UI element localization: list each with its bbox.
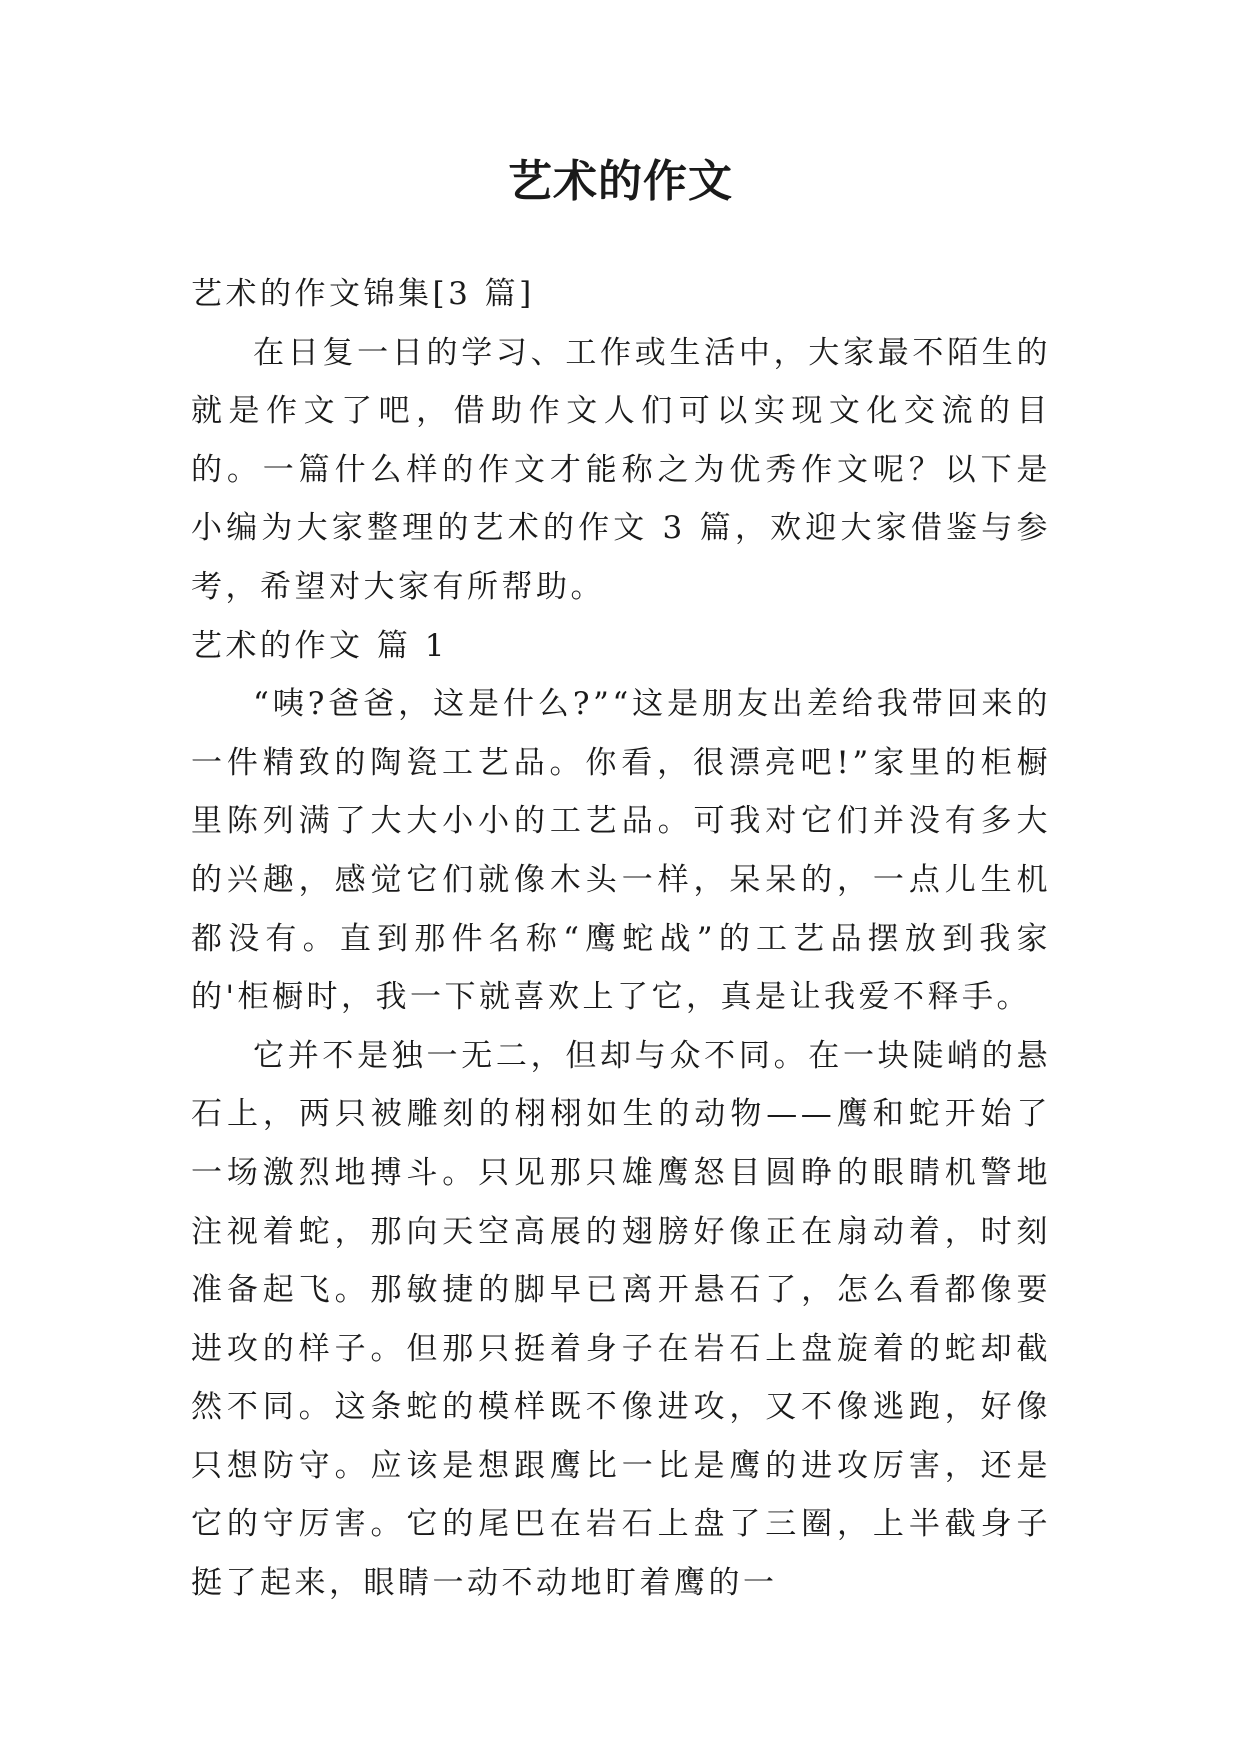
essay-1-paragraph-2: 它并不是独一无二，但却与众不同。在一块陡峭的悬石上，两只被雕刻的栩栩如生的动物——鹰和蛇开始了一场激烈地搏斗。只见那只雄鹰怒目圆睁的眼睛机警地注视着蛇，那向天空高展的翅膀好像正在扇动着，时刻准备起飞。那敏捷的脚早已离开悬石了，怎么看都像要进攻的样子。但那只挺着身子在岩石上盘旋着的蛇却截然不同。这条蛇的模样既不像进攻，又不像逃跑，好像只想防守。应该是想跟鹰比一比是鹰的进攻厉害，还是它的守厉害。它的尾巴在岩石上盘了三圈，上半截身子挺了起来，眼睛一动不动地盯着鹰的一 <box>191 1037 1051 1602</box>
essay-1-heading: 艺术的作文 篇 1 <box>191 627 448 664</box>
intro-paragraph: 在日复一日的学习、工作或生活中，大家最不陌生的就是作文了吧，借助作文人们可以实现文化交流的目的。一篇什么样的作文才能称之为优秀作文呢？以下是小编为大家整理的艺术的作文 3 篇，欢迎大家借鉴与参考，希望对大家有所帮助。 <box>191 334 1051 605</box>
document-title: 艺术的作文 <box>508 156 733 207</box>
collection-heading: 艺术的作文锦集[3 篇] <box>191 276 535 312</box>
essay-1-paragraph-1: “咦?爸爸，这是什么?”“这是朋友出差给我带回来的一件精致的陶瓷工艺品。你看，很漂亮吧!”家里的柜橱里陈列满了大大小小的工艺品。可我对它们并没有多大的兴趣，感觉它们就像木头一样，呆呆的，一点儿生机都没有。直到那件名称“鹰蛇战”的工艺品摆放到我家的'柜橱时，我一下就喜欢上了它，真是让我爱不释手。 <box>191 686 1051 1016</box>
document-body <box>191 265 1051 1613</box>
